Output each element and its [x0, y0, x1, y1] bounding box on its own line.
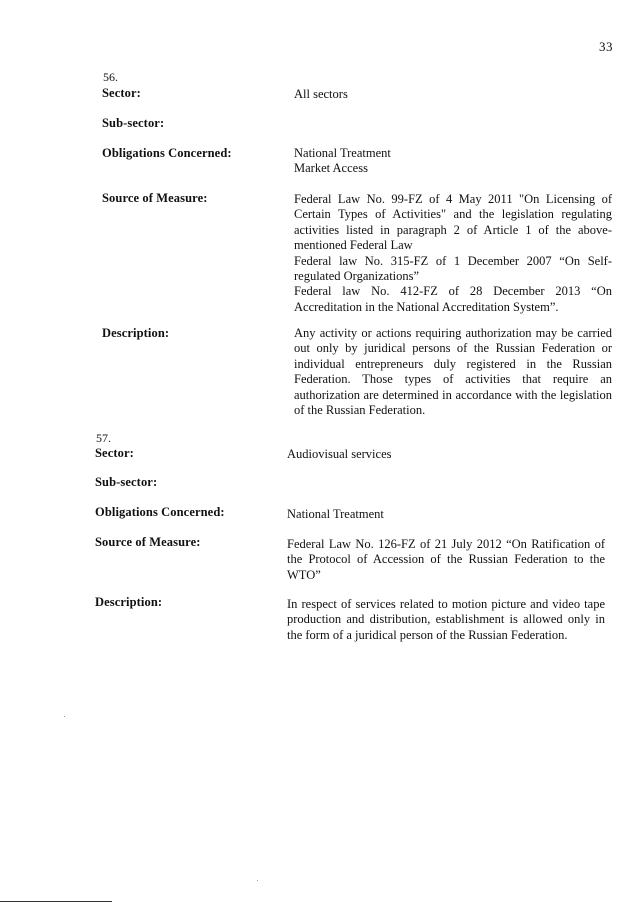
- source-label: Source of Measure:: [95, 535, 201, 549]
- source-values: [287, 537, 605, 583]
- obligations-values: [294, 146, 612, 177]
- obligations-label: Obligations Concerned:: [95, 505, 225, 519]
- obligations-values: [287, 507, 605, 522]
- obligation-item: National Treatment: [294, 146, 391, 160]
- obligations-label: Obligations Concerned:: [102, 146, 232, 160]
- sector-value: All sectors: [294, 87, 348, 101]
- page-number: 33: [599, 39, 613, 54]
- subsector-label: Sub-sector:: [102, 116, 165, 130]
- description-label: Description:: [102, 326, 170, 340]
- entry-number: 56.: [103, 70, 118, 84]
- source-paragraph: Federal Law No. 99-FZ of 4 May 2011 "On Licensing of Certain Types of Activities" and the legislation regulating activities listed in paragraph 2 of Article 1 of the above-mentioned Federal Law: [294, 192, 612, 253]
- source-label: Source of Measure:: [102, 191, 208, 205]
- source-paragraph: Federal law No. 315-FZ of 1 December 2007 “On Self-regulated Organizations”: [294, 253, 612, 284]
- description-text: In respect of services related to motion picture and video tape production and distribution, establishment is allowed only in the form of a juridical person of the Russian Federation.: [287, 597, 605, 642]
- subsector-label: Sub-sector:: [95, 475, 158, 489]
- sector-value: Audiovisual services: [287, 447, 392, 461]
- source-paragraph: Federal law No. 412-FZ of 28 December 2013 “On Accreditation in the National Accreditation System”.: [294, 284, 612, 314]
- entry-number: 57.: [96, 431, 111, 445]
- scan-speck: [257, 880, 258, 881]
- description-label: Description:: [95, 595, 163, 609]
- sector-label: Sector:: [102, 86, 141, 100]
- obligation-item: Market Access: [294, 161, 368, 176]
- obligation-item: National Treatment: [287, 507, 384, 521]
- sector-label: Sector:: [95, 446, 134, 460]
- source-paragraph: Federal Law No. 126-FZ of 21 July 2012 “On Ratification of the Protocol of Accession of the Russian Federation to the WTO”: [287, 537, 605, 582]
- footnote-rule: [0, 901, 112, 902]
- description-text: Any activity or actions requiring authorization may be carried out only by juridical persons of the Russian Federation or individual entrepreneurs duly registered in the Russian Federation. Those types of activities that require an authorization are determined in accordance with the legislation of the Russian Federation.: [294, 326, 612, 418]
- source-values: [294, 192, 612, 315]
- scan-speck: [64, 716, 65, 717]
